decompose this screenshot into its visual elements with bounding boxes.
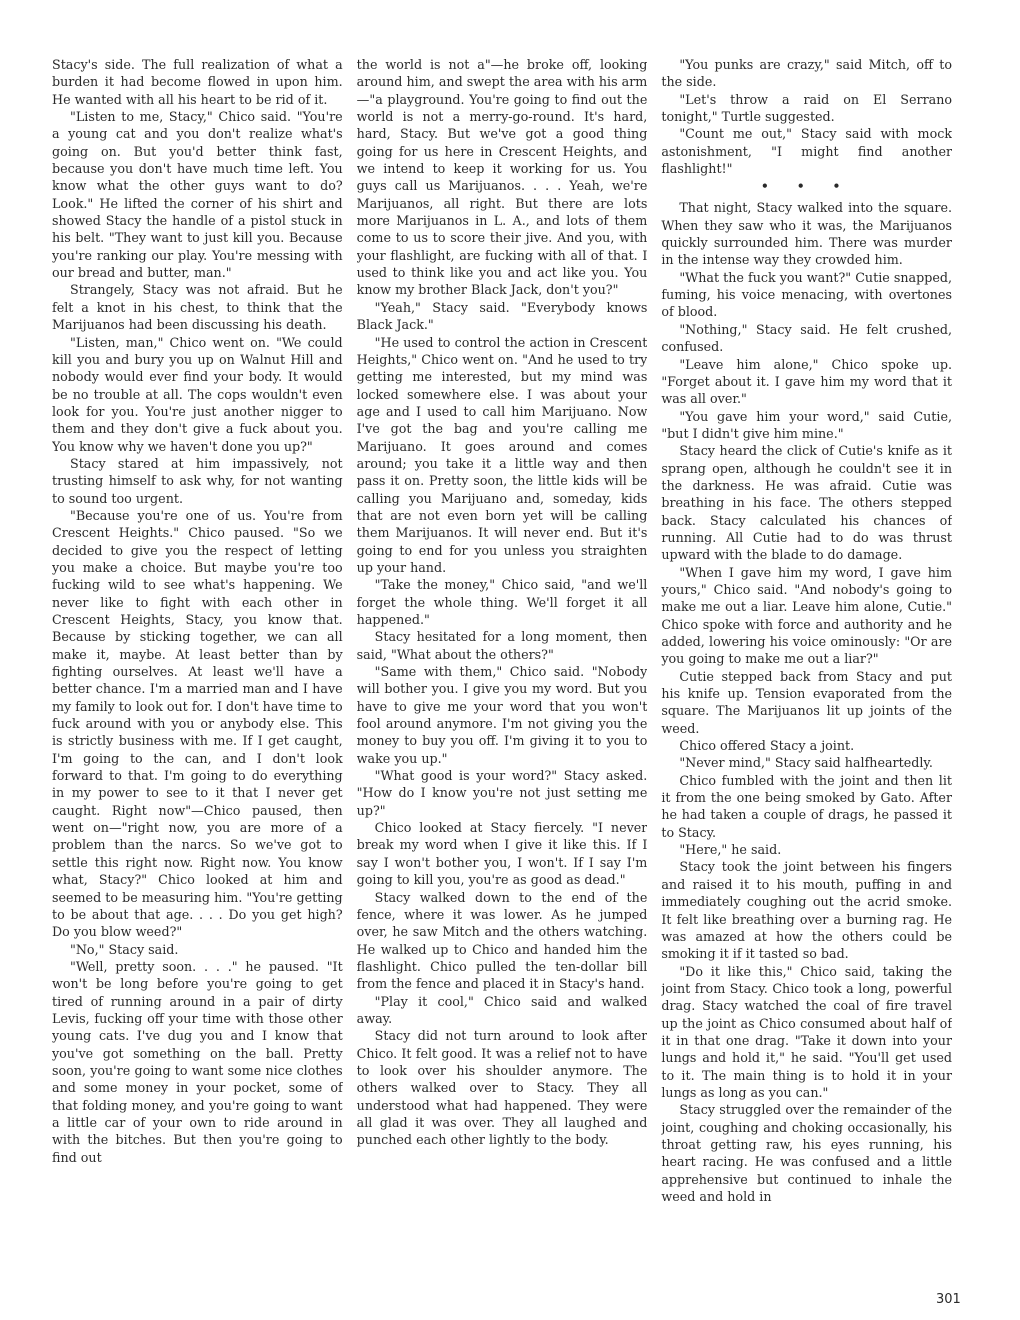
paragraph: Stacy heard the click of Cutie's knife as it sprang open, although he couldn't see it in the darkness. He was afraid. Cutie was breathing in his face. The others stepped back. Stacy calculated his chances of running. All Cutie had to do was thrust upward with the blade to do damage.: [661, 443, 953, 563]
paragraph: "What the fuck you want?" Cutie snapped, fuming, his voice menacing, with overtones of blood.: [661, 269, 953, 320]
page-body: [52, 56, 952, 1286]
paragraph: "Listen, man," Chico went on. "We could kill you and bury you up on Walnut Hill and nobody would ever find your body. It would be no trouble at all. The cops wouldn't even look for you. You're just another nigger to them and they don't give a fuck about you. You know why we haven't done you up?": [52, 334, 343, 454]
paragraph: "Here," he said.: [679, 842, 782, 858]
section-break: • • •: [760, 179, 853, 194]
paragraph: "He used to control the action in Crescent Heights," Chico went on. "And he used to try getting me interested, but my mind was locked somewhere else. I was about your age and I used to call him Marijuano. Now I've got the bag and you're calling me Marijuano. It goes around and comes around; you take it a little way and then pass it on. Pretty soon, the little kids will be calling you Marijuano and, someday, kids that are not even born yet will be calling them Marijuanos. It will never end. But it's going to end for you unless you straighten up your hand.: [356, 334, 648, 575]
paragraph: "Let's throw a raid on El Serrano tonight," Turtle suggested.: [661, 91, 953, 125]
paragraph: "Leave him alone," Chico spoke up. "Forget about it. I gave him my word that it was all over.": [661, 356, 953, 407]
paragraph: "Take the money," Chico said, "and we'll forget the whole thing. We'll forget it all happened.": [356, 577, 648, 627]
paragraph: "You gave him your word," said Cutie, "but I didn't give him mine.": [661, 408, 953, 441]
paragraph: Stacy took the joint between his fingers and raised it to his mouth, puffing in and immediately coughing out the acrid smoke. It felt like breathing over a burning rag. He was amazed at how the others could be smoking it if it tasted so bad.: [661, 859, 953, 962]
paragraph: "When I gave him my word, I gave him yours," Chico said. "And nobody's going to make me out a liar. Leave him alone, Cutie." Chico spoke with force and authority and he added, lowering his voice ominously: "Or are you going to make me out a liar?": [661, 564, 953, 667]
text-column-1: [52, 56, 343, 1286]
paragraph: "Yeah," Stacy said. "Everybody knows Black Jack.": [356, 299, 648, 333]
paragraph: "No," Stacy said.: [70, 941, 179, 957]
paragraph: Chico fumbled with the joint and then lit it from the one being smoked by Gato. After he had taken a couple of drags, he passed it to Stacy.: [661, 772, 953, 840]
page-number: 301: [936, 1292, 961, 1307]
paragraph: "Never mind," Stacy said halfheartedly.: [679, 755, 933, 771]
paragraph: "Same with them," Chico said. "Nobody will bother you. I give you my word. But you have to give me your word that you won't fool around anymore. I'm not giving you the money to buy you off. I'm giving it to you to wake you up.": [356, 664, 648, 766]
paragraph: Strangely, Stacy was not afraid. But he felt a knot in his chest, to think that the Marijuanos had been discussing his death.: [52, 282, 343, 333]
paragraph: Stacy hesitated for a long moment, then said, "What about the others?": [356, 629, 648, 662]
paragraph: "Listen to me, Stacy," Chico said. "You're a young cat and you don't realize what's going on. But you'd better think fast, because you don't have much time left. You know what the other guys want to do? Look." He lifted the corner of his shirt and showed Stacy the handle of a pistol stuck in his belt. "They want to just kill you. Because you're ranking our play. You're messing with our bread and butter, man.": [52, 109, 343, 281]
paragraph: Chico looked at Stacy fiercely. "I never break my word when I give it like this. If I say I won't bother you, I won't. If I say I'm going to kill you, you're as good as dead.": [356, 820, 648, 888]
paragraph: Stacy struggled over the remainder of the joint, coughing and choking occasionally, his throat getting raw, his eyes running, his heart racing. He was confused and a little apprehensive but continued to inhale the weed and hold in: [661, 1102, 953, 1204]
paragraph: "What good is your word?" Stacy asked. "How do I know you're not just setting me up?": [356, 768, 648, 818]
paragraph: Chico offered Stacy a joint.: [679, 738, 855, 754]
paragraph: "You punks are crazy," said Mitch, off to the side.: [661, 57, 953, 90]
text-column-2: [357, 56, 648, 1286]
text-column-3: [661, 56, 952, 1286]
paragraph: "Well, pretty soon. . . ." he paused. "It won't be long before you're going to get tired of running around in a pair of dirty Levis, fucking off your time with those other young cats. I've dug you and I know that you've got something on the ball. Pretty soon, you're going to want some nice clothes and some money in your pocket, some of that folding money, and you're going to want a little car of your own to ride around in with the bitches. But then you're going to find out: [52, 958, 343, 1165]
paragraph: "Count me out," Stacy said with mock astonishment, "I might find another flashlight!": [661, 126, 953, 177]
paragraph: "Play it cool," Chico said and walked away.: [356, 993, 648, 1026]
paragraph: "Nothing," Stacy said. He felt crushed, confused.: [661, 321, 953, 355]
paragraph: the world is not a"—he broke off, looking around him, and swept the area with his arm—"a playground. You're going to find out the world is not a merry-go-round. It's hard, hard, Stacy. But we've got a good thing going for us here in Crescent Heights, and we intend to keep it working for us. You guys call us Marijuanos. . . . Yeah, we're Marijuanos, all right. But there are lots more Marijuanos in L. A., and lots of them come to us to score their jive. And you, with your flashlight, are fucking with all of that. I used to think like you and act like you. You know my brother Black Jack, don't you?": [356, 57, 648, 298]
paragraph: Stacy did not turn around to look after Chico. It felt good. It was a relief not to have to look over his shoulder anymore. The others walked over to Stacy. They all understood what had happened. They were all glad it was over. They all laughed and punched each other lightly to the body.: [356, 1028, 648, 1148]
paragraph: "Because you're one of us. You're from Crescent Heights." Chico paused. "So we decided to give you the respect of letting you make a choice. But maybe you're too fucking wild to see what's happening. We never like to fight with each other in Crescent Heights, Stacy, you know that. Because by sticking together, we can all make it, maybe. At least better than by fighting ourselves. At least we'll have a better chance. I'm a married man and I have my family to look out for. I don't have time to fuck around with you or anybody else. This is strictly business with me. If I get caught, I'm going to the can, and I don't look forward to that. I'm going to do everything in my power to see to it that I never get caught. Right now"—Chico paused, then went on—"right now, you are more of a problem than the narcs. So we've got to settle this right now. Right now. You know what, Stacy?" Chico looked at him and seemed to be measuring him. "You're getting to be about that age. . . . Do you get high? Do you blow weed?": [52, 507, 343, 940]
paragraph: Stacy stared at him impassively, not trusting himself to ask why, for not wanting to sound too urgent.: [52, 455, 343, 506]
paragraph: Stacy's side. The full realization of what a burden it had become flowed in upon him. He wanted with all his heart to be rid of it.: [52, 57, 343, 107]
paragraph: That night, Stacy walked into the square. When they saw who it was, the Marijuanos quickly surrounded him. There was murder in the intense way they crowded him.: [661, 200, 953, 268]
paragraph: "Do it like this," Chico said, taking the joint from Stacy. Chico took a long, powerful drag. Stacy watched the coal of fire travel up the joint as Chico consumed about half of it in that one drag. "Take it down into your lungs and hold it," he said. "You'll get used to it. The main thing is to hold it in your lungs as long as you can.": [661, 963, 953, 1100]
paragraph: Cutie stepped back from Stacy and put his knife up. Tension evaporated from the square. The Marijuanos lit up joints of the weed.: [661, 668, 953, 736]
paragraph: Stacy walked down to the end of the fence, where it was lower. As he jumped over, he saw Mitch and the others watching. He walked up to Chico and handed him the flashlight. Chico pulled the ten-dollar bill from the fence and placed it in Stacy's hand.: [356, 889, 648, 992]
